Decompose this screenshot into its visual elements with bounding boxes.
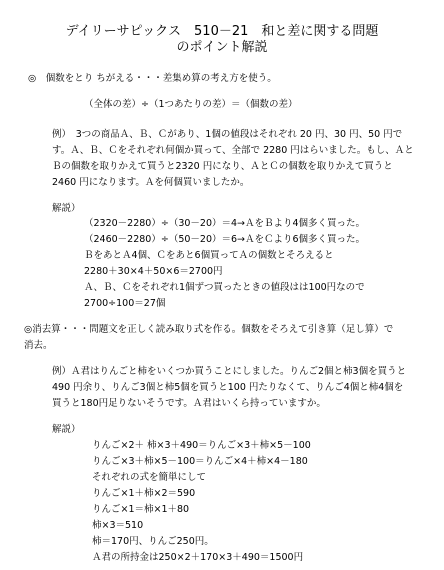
section1-example-line: 2460 円になります。Ａを何個買いましたか。	[52, 177, 250, 188]
section1-example-line: 例） 3つの商品Ａ、Ｂ、Ｃがあり、1個の値段はそれぞれ 20 円、30 円、50 円で	[52, 129, 403, 140]
document-subtitle: のポイント解説	[176, 40, 268, 55]
section1-solution-line: （2320－2280）÷（30－20）＝4→ＡをＢより4個多く買った。	[84, 218, 366, 229]
section2-example-line: 買うと180円足りないそうです。Ａ君はいくら持っていますか。	[52, 398, 326, 409]
section1-solution-line: ＢをあとＡ4個、Ｃをあと6個買ってＡの個数とそろえると	[84, 250, 334, 261]
section1-solution-label: 解説）	[52, 203, 81, 214]
section2-solution-line: 柿＝170円、りんご250円。	[92, 536, 214, 547]
section2-solution-label: 解説）	[52, 424, 81, 435]
section2-solution-line: Ａ君の所持金は250×2＋170×3＋490＝1500円	[92, 552, 304, 563]
section1-formula: （全体の差）÷（1つあたりの差）＝（個数の差）	[84, 99, 298, 110]
section2-solution-line: りんご×1＝柿×1＋80	[92, 504, 190, 515]
section2-solution-line: それぞれの式を簡単にして	[92, 472, 207, 483]
section2-heading-line: ◎消去算・・・問題文を正しく読み取り式を作る。個数をそろえて引き算（足し算）で	[24, 324, 394, 335]
section1-solution-line: 2280＋30×4＋50×6＝2700円	[84, 266, 223, 277]
section1-example-line: す。Ａ、Ｂ、Ｃをそれぞれ何個か買って、全部で 2280 円はらいました。もし、Ａと	[52, 145, 414, 156]
section2-solution-line: りんご×3＋柿×5－100＝りんご×4＋柿×4－180	[92, 456, 308, 467]
section1-example-line: Ｂの個数を取りかえて買うと2320 円になり、ＡとＣの個数を取りかえて買うと	[52, 161, 393, 172]
section2-solution-line: 柿×3＝510	[92, 520, 144, 531]
section2-example-line: 490 円余り、りんご3個と柿5個を買うと100 円たりなくて、りんご4個と柿4個を	[52, 382, 404, 393]
section1-solution-line: 2700÷100＝27個	[84, 298, 166, 309]
document-title: デイリーサピックス 510－21 和と差に関する問題	[65, 24, 379, 39]
section1-heading: ◎ 個数をとり ちがえる・・・差集め算の考え方を使う。	[28, 73, 277, 84]
section2-solution-line: りんご×2＋ 柿×3＋490＝りんご×3＋柿×5－100	[92, 440, 311, 451]
section1-solution-line: Ａ、Ｂ、Ｃをそれぞれ1個ずつ買ったときの値段はは100円なので	[84, 282, 365, 293]
section1-solution-line: （2460－2280）÷（50－20）＝6→ＡをＣより6個多く買った。	[84, 234, 366, 245]
section2-solution-line: りんご×1＋柿×2＝590	[92, 488, 196, 499]
section2-heading-line: 消去。	[24, 340, 53, 351]
section2-example-line: 例）Ａ君はりんごと柿をいくつか買うことにしました。りんご2個と柿3個を買うと	[52, 366, 407, 377]
